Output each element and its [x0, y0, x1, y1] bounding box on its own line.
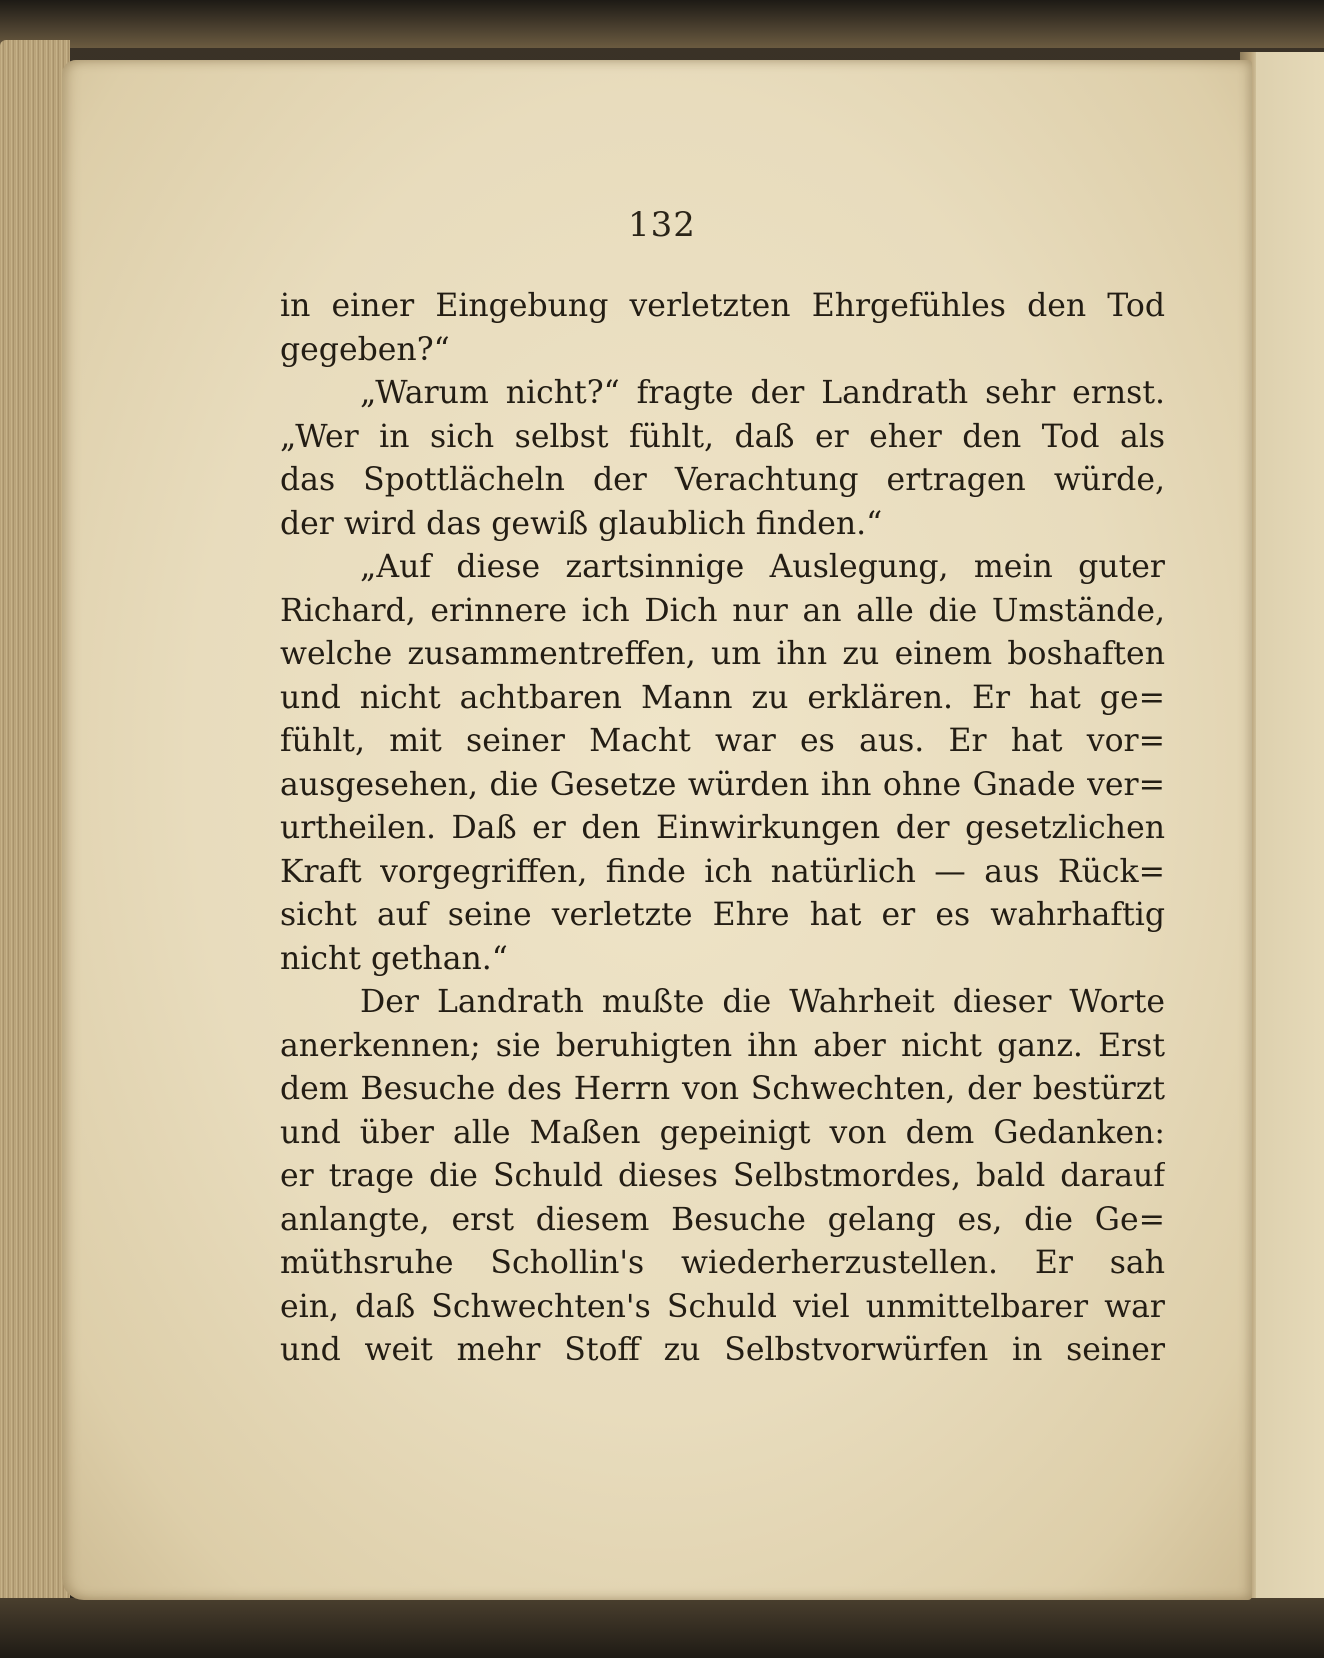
page-edges — [0, 40, 70, 1620]
text-line: ein, daß Schwechten's Schuld viel unmittelbarer war — [280, 1288, 1165, 1325]
book-binding-bottom — [0, 1598, 1324, 1658]
book-binding-top — [0, 0, 1324, 48]
text-line: nicht gethan.“ — [280, 940, 508, 977]
text-line: „Auf diese zartsinnige Auslegung, mein guter — [360, 549, 1165, 585]
text-line: Kraft vorgegriffen, finde ich natürlich — aus Rück= — [280, 853, 1165, 890]
text-line: das Spottlächeln der Verachtung ertragen würde, — [280, 462, 1165, 498]
text-line: anlangte, erst diesem Besuche gelang es, die Ge= — [280, 1201, 1165, 1238]
text-line: er trage die Schuld dieses Selbstmordes, bald darauf — [280, 1158, 1165, 1194]
text-line: „Warum nicht?“ fragte der Landrath sehr ernst. — [360, 375, 1165, 411]
text-line: fühlt, mit seiner Macht war es aus. Er hat vor= — [280, 723, 1165, 759]
facing-page — [1256, 52, 1324, 1612]
page-number: 132 — [628, 205, 696, 245]
text-line: sicht auf seine verletzte Ehre hat er es wahrhaftig — [280, 897, 1165, 933]
text-line: müthsruhe Schollin's wiederherzustellen. Er sah — [280, 1245, 1165, 1281]
text-line: gegeben?“ — [280, 331, 450, 368]
text-line: „Wer in sich selbst fühlt, daß er eher den Tod als — [280, 418, 1165, 455]
text-line: und nicht achtbaren Mann zu erklären. Er hat ge= — [280, 679, 1165, 716]
text-line: ausgesehen, die Gesetze würden ihn ohne Gnade ver= — [280, 766, 1165, 803]
text-line: der wird das gewiß glaublich finden.“ — [280, 505, 883, 542]
text-line: Der Landrath mußte die Wahrheit dieser Worte — [360, 984, 1165, 1020]
text-line: Richard, erinnere ich Dich nur an alle die Umstände, — [280, 592, 1165, 629]
text-line: welche zusammentreffen, um ihn zu einem boshaften — [280, 636, 1165, 672]
text-line: urtheilen. Daß er den Einwirkungen der gesetzlichen — [280, 810, 1165, 846]
text-line: und über alle Maßen gepeinigt von dem Gedanken: — [280, 1114, 1165, 1151]
text-line: dem Besuche des Herrn von Schwechten, der bestürzt — [280, 1071, 1165, 1107]
text-line: anerkennen; sie beruhigten ihn aber nicht ganz. Erst — [280, 1027, 1165, 1064]
body-text — [280, 285, 1165, 1373]
text-line: in einer Eingebung verletzten Ehrgefühles den Tod — [280, 288, 1165, 324]
text-line: und weit mehr Stoff zu Selbstvorwürfen in seiner — [280, 1332, 1165, 1368]
